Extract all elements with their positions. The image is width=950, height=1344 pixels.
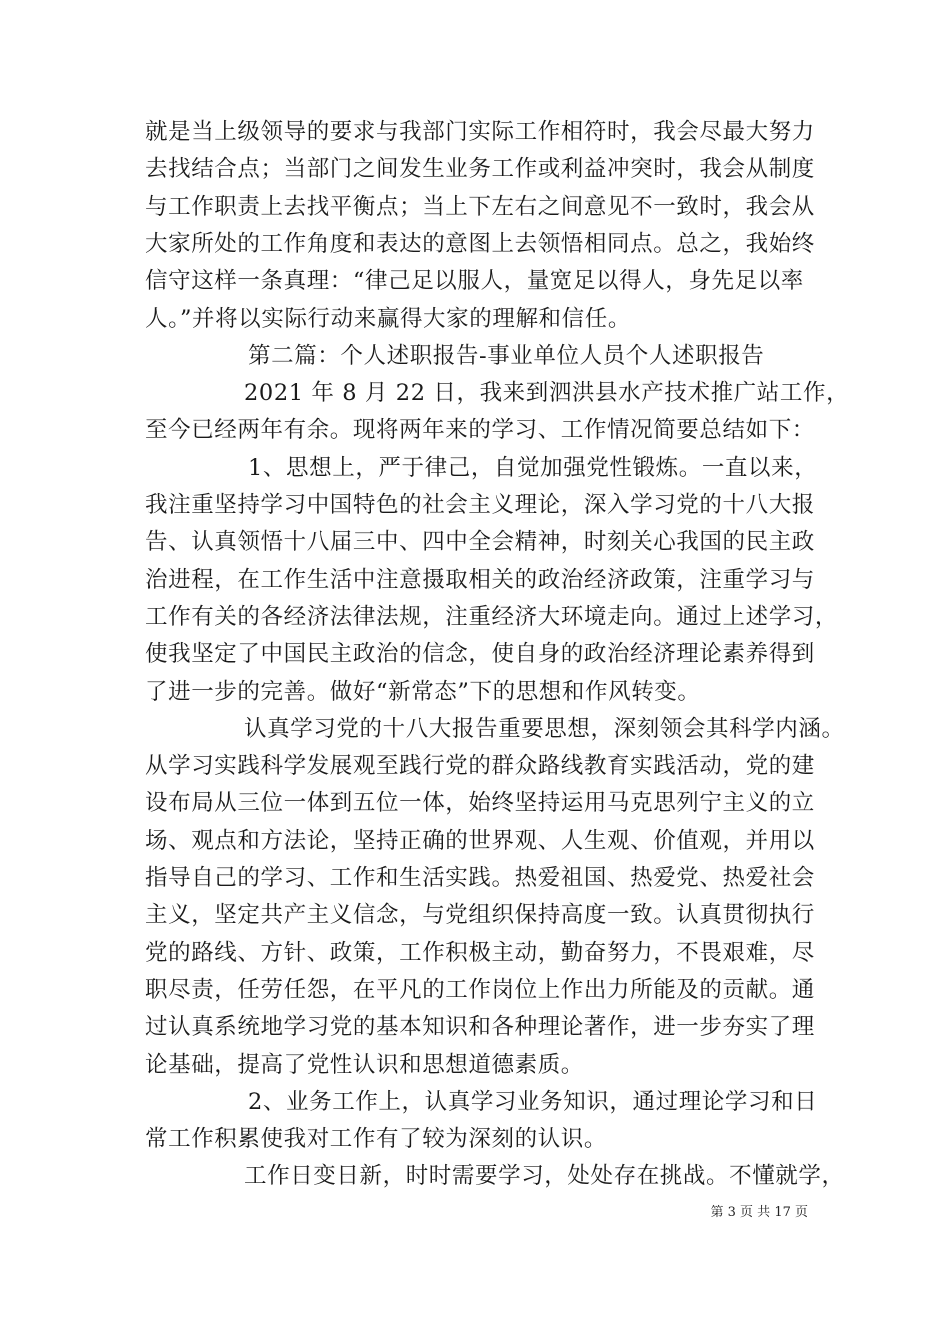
text-line: 使我坚定了中国民主政治的信念，使自身的政治经济理论素养得到 xyxy=(145,641,815,668)
text-line: 了进一步的完善。做好“新常态”下的思想和作风转变。 xyxy=(145,678,701,705)
text-line: 工作日变日新，时时需要学习，处处存在挑战。不懂就学， xyxy=(244,1163,845,1190)
text-line: 1、思想上，严于律己，自觉加强党性锻炼。一直以来， xyxy=(248,454,818,481)
text-line: 场、观点和方法论，坚持正确的世界观、人生观、价值观，并用以 xyxy=(145,827,815,854)
text-line: 去找结合点；当部门之间发生业务工作或利益冲突时，我会从制度 xyxy=(145,156,815,183)
text-line: 论基础，提高了党性认识和思想道德素质。 xyxy=(145,1051,584,1078)
page-number: 第 3 页 共 17 页 xyxy=(710,1205,808,1220)
text-line: 至今已经两年有余。现将两年来的学习、工作情况简要总结如下： xyxy=(145,417,815,444)
text-line: 大家所处的工作角度和表达的意图上去领悟相同点。总之，我始终 xyxy=(145,230,815,257)
text-line: 2、业务工作上，认真学习业务知识，通过理论学习和日 xyxy=(248,1088,818,1115)
text-line: 就是当上级领导的要求与我部门实际工作相符时，我会尽最大努力 xyxy=(145,119,815,145)
text-line: 我注重坚持学习中国特色的社会主义理论，深入学习党的十八大报 xyxy=(145,492,815,518)
text-line: 指导自己的学习、工作和生活实践。热爱祖国、热爱党、热爱社会 xyxy=(145,865,815,891)
text-line: 与工作职责上去找平衡点；当上下左右之间意见不一致时，我会从 xyxy=(145,193,815,220)
text-line: 设布局从三位一体到五位一体，始终坚持运用马克思列宁主义的立 xyxy=(145,790,815,817)
text-line: 人。”并将以实际行动来赢得大家的理解和信任。 xyxy=(145,305,631,332)
text-line: 常工作积累使我对工作有了较为深刻的认识。 xyxy=(145,1126,608,1153)
text-line: 党的路线、方针、政策，工作积极主动，勤奋努力，不畏艰难，尽 xyxy=(145,939,815,966)
text-line: 认真学习党的十八大报告重要思想，深刻领会其科学内涵。 xyxy=(244,715,845,742)
text-line: 过认真系统地学习党的基本知识和各种理论著作，进一步夯实了理 xyxy=(145,1014,815,1041)
text-line: 治进程，在工作生活中注意摄取相关的政治经济政策，注重学习与 xyxy=(145,566,815,593)
text-line: 信守这样一条真理：“律己足以服人，量宽足以得人，身先足以率 xyxy=(145,268,804,295)
section-heading: 第二篇：个人述职报告-事业单位人员个人述职报告 xyxy=(248,342,765,369)
text-line: 从学习实践科学发展观至践行党的群众路线教育实践活动，党的建 xyxy=(145,753,815,780)
text-line: 主义，坚定共产主义信念，与党组织保持高度一致。认真贯彻执行 xyxy=(145,902,815,929)
text-line: 职尽责，任劳任怨，在平凡的工作岗位上作出力所能及的贡献。通 xyxy=(145,976,815,1003)
text-line: 告、认真领悟十八届三中、四中全会精神，时刻关心我国的民主政 xyxy=(145,529,815,556)
text-line: 2021 年 8 月 22 日，我来到泗洪县水产技术推广站工作， xyxy=(244,380,850,407)
text-line: 工作有关的各经济法律法规，注重经济大环境走向。通过上述学习， xyxy=(145,603,839,630)
